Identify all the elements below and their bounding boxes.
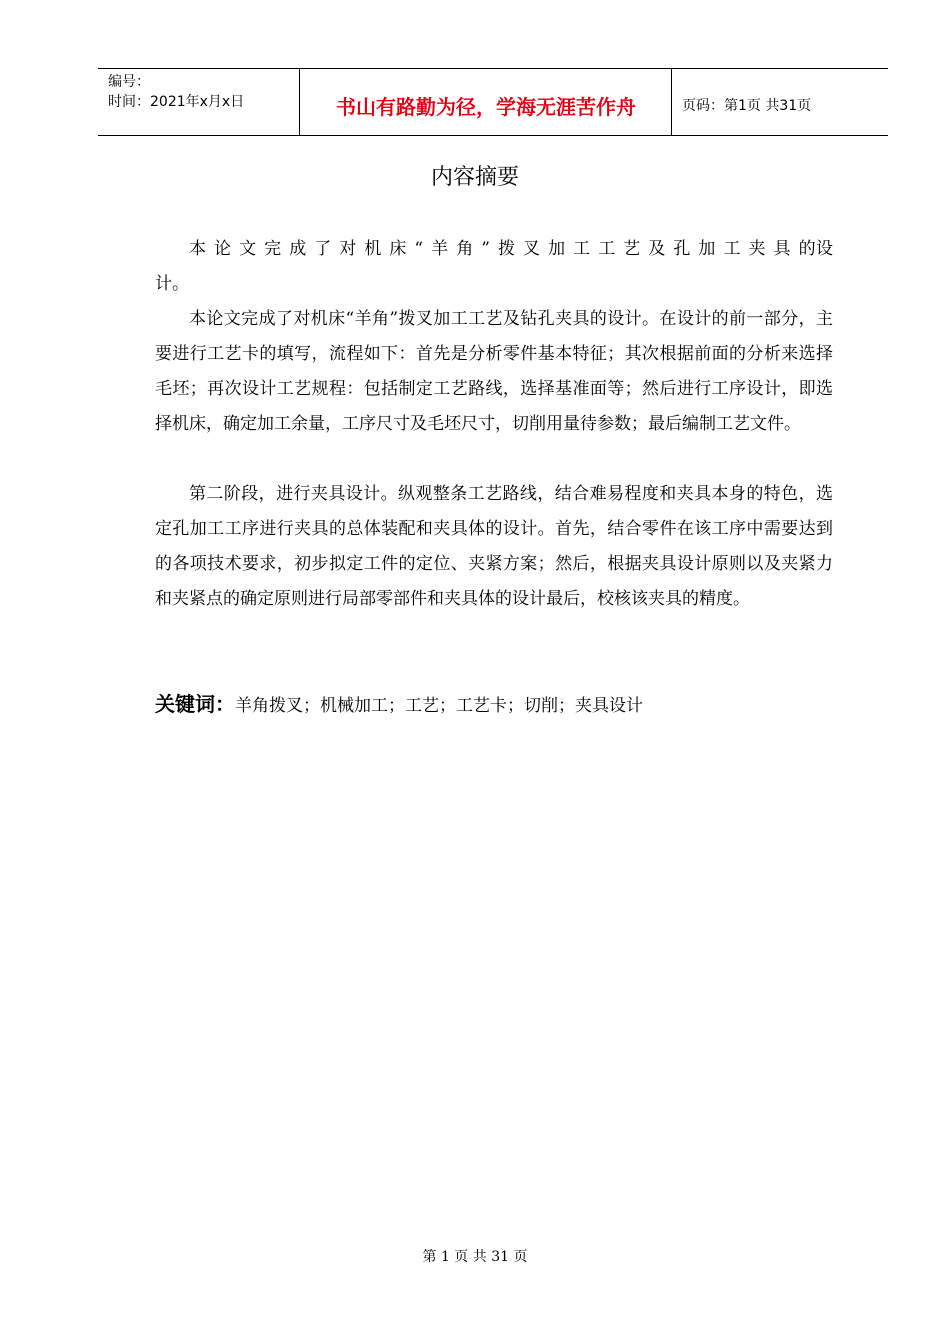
document-time-label: 时间：2021年x月x日 bbox=[108, 94, 245, 110]
abstract-paragraph-1 bbox=[155, 232, 833, 302]
header-motto-cell bbox=[300, 69, 672, 135]
header-motto: 书山有路勤为径，学海无涯苦作舟 bbox=[336, 95, 636, 119]
abstract-paragraph-2: 本论文完成了对机床“羊角”拨叉加工工艺及钻孔夹具的设计。在设计的前一部分，主要进行工艺卡的填写，流程如下：首先是分析零件基本特征；其次根据前面的分析来选择毛坯；再次设计工艺规程：包括制定工艺路线，选择基准面等；然后进行工序设计，即选择机床，确定加工余量，工序尺寸及毛坯尺寸，切削用量待参数；最后编制工艺文件。 bbox=[155, 309, 833, 434]
abstract-paragraph-1-main: 本论文完成了对机床“羊角”拨叉加工工艺及孔加工夹具 bbox=[189, 239, 799, 259]
keywords-text: 羊角拨叉；机械加工；工艺；工艺卡；切削；夹具设计 bbox=[235, 696, 643, 716]
header-table bbox=[98, 68, 888, 136]
abstract-paragraph-1-block bbox=[155, 232, 833, 302]
document-number-label: 编号： bbox=[108, 74, 150, 90]
page-footer: 第 1 页 共 31 页 bbox=[422, 1249, 528, 1265]
header-page-cell bbox=[672, 69, 888, 135]
keywords-label: 关键词： bbox=[155, 692, 235, 716]
abstract-paragraph-2-block bbox=[155, 302, 833, 442]
abstract-paragraph-1-tail: 的设计。 bbox=[155, 239, 833, 294]
document-title: 内容摘要 bbox=[430, 165, 519, 190]
header-page-info: 页码：第1页 共31页 bbox=[682, 98, 812, 114]
header-meta-cell bbox=[98, 69, 300, 135]
abstract-paragraph-3-block bbox=[155, 477, 833, 617]
abstract-paragraph-3: 第二阶段，进行夹具设计。纵观整条工艺路线，结合难易程度和夹具本身的特色，选定孔加工工序进行夹具的总体装配和夹具体的设计。首先，结合零件在该工序中需要达到的各项技术要求，初步拟定工件的定位、夹紧方案；然后，根据夹具设计原则以及夹紧力和夹紧点的确定原则进行局部零部件和夹具体的设计最后，校核该夹具的精度。 bbox=[155, 484, 833, 609]
keywords-line bbox=[155, 688, 833, 717]
